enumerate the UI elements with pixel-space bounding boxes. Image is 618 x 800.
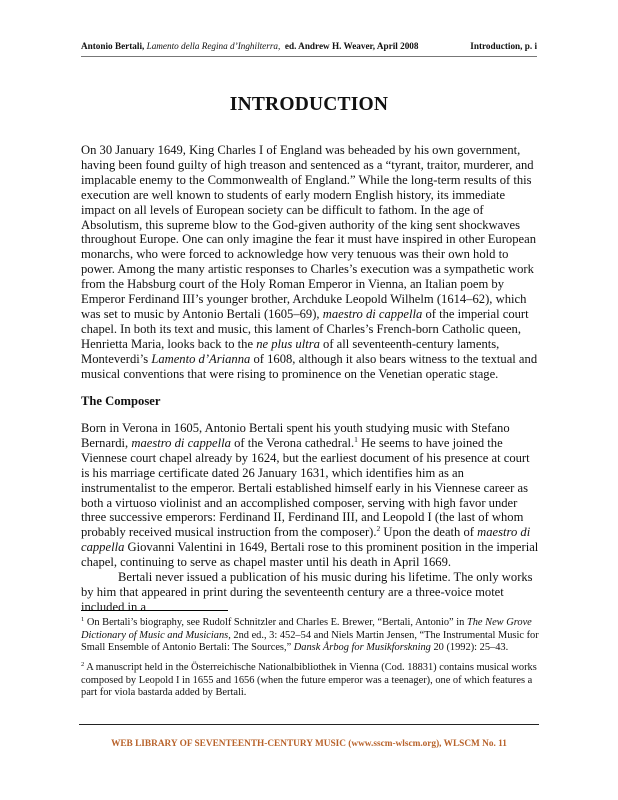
text-run: 20 (1992): 25–43. (430, 642, 509, 653)
text-run: On 30 January 1649, King Charles I of England was beheaded by his own government, having been found guilty of high treason and sentenced as a “tyrant, traitor, murderer, and implacable enemy to the Commonwealth of England.” While the long-term results of this execution are well known to students of early modern English history, its immediate impact on all levels of European society can be difficult to fathom. In the age of Absolutism, this supreme blow to the God-given authority of the king sent shockwaves throughout Europe. One can only imagine the fear it must have inspired in other European monarchs, who were forced to acknowledge how very tenuous was their own hold to power. Among the many artistic responses to Charles’s execution was a sympathetic work from the Habsburg court of the Holy Roman Emperor in Vienna, an Italian poem by Emperor Ferdinand III’s younger brother, Archduke Leopold Wilhelm (1614–62), which was set to music by Antonio Bertali (1605–69), (81, 143, 536, 321)
text-run: , 2nd ed., 3: 452–54 and Niels Martin Jensen, “The Instrumental Music for Small Ensemble of Antonio Bertali: The Sources,” (81, 629, 539, 653)
text-run: Giovanni Valentini in 1649, Bertali rose to this prominent position in the imperial chapel, continuing to serve as chapel master until his death in April 1669. (81, 540, 539, 570)
footnote-ref-2[interactable]: 2 (376, 524, 381, 534)
composer-section-body (81, 421, 541, 615)
header-citation (81, 41, 418, 51)
footer-rule (79, 724, 539, 725)
italic-term: maestro di cappella (81, 525, 531, 555)
text-run: Upon the death of (380, 525, 478, 540)
text-run: of the Verona cathedral. (230, 435, 355, 450)
text-run: of 1608, although it also bears witness to the textual and musical conventions that were rising to prominence on the Venetian operatic stage. (81, 351, 538, 381)
footnote-number: 1 (81, 616, 85, 623)
italic-title: Lamento d’Arianna (151, 351, 251, 366)
footnote-separator (81, 610, 228, 611)
footnote-ref-1[interactable]: 1 (354, 434, 358, 444)
composer-paragraph (81, 421, 541, 570)
text-run: On Bertali’s biography, see Rudolf Schnitzler and Charles E. Brewer, “Bertali, Antonio” in (84, 617, 467, 628)
italic-term: maestro di cappella (322, 306, 423, 321)
running-header (81, 41, 537, 51)
header-work-title: Lamento della Regina d’Inghilterra, (146, 41, 281, 51)
italic-title: The New Grove Dictionary of Music and Musicians (81, 617, 532, 641)
text-run: A manuscript held in the Österreichische Nationalbibliothek in Vienna (Cod. 18831) contains musical works composed by Leopold I in 1655 and 1656 (when the future emperor was a teenager), one of which features a part for viola bastarda added by Bertali. (81, 662, 537, 698)
page-title: INTRODUCTION (229, 94, 389, 115)
italic-term: ne plus ultra (256, 336, 320, 351)
footnote-1 (81, 617, 541, 655)
footnote-2 (81, 662, 541, 700)
page-footer: WEB LIBRARY OF SEVENTEENTH-CENTURY MUSIC (www.sscm-wlscm.org), WLSCM No. 11 (111, 739, 507, 749)
text-run: Born in Verona in 1605, Antonio Bertali spent his youth studying music with Stefano Bernardi, (81, 421, 510, 450)
publication-paragraph: Bertali never issued a publication of his music during his lifetime. The only works by him that appeared in print during the seventeenth century are a three-voice motet included in a (81, 570, 533, 614)
header-author: Antonio Bertali, (81, 41, 145, 51)
section-heading: The Composer (81, 394, 161, 408)
header-page-label: Introduction, p. i (470, 41, 537, 51)
italic-term: maestro di cappella (131, 435, 231, 450)
intro-paragraph (81, 143, 541, 382)
footnote-number: 2 (81, 661, 85, 668)
header-rule (81, 56, 537, 57)
text-run: of all seventeenth-century laments, Monteverdi’s (81, 336, 500, 366)
text-run: He seems to have joined the Viennese court chapel already by 1624, but the earliest document of his presence at court is his marriage certificate dated 26 January 1631, which identifies him as an instrumentalist to the emperor. Bertali established himself early in his Viennese career as both a virtuoso violinist and an accomplished composer, serving with high favor under three successive emperors: Ferdinand II, Ferdinand III, and Leopold I (the last of whom probably received musical instruction from the composer). (81, 435, 530, 540)
italic-title: Dansk Årbog for Musikforskning (293, 642, 431, 653)
header-edition: ed. Andrew H. Weaver, April 2008 (284, 41, 419, 51)
text-run: of the imperial court chapel. In both its text and music, this lament of Charles’s French-born Catholic queen, Henrietta Maria, looks back to the (81, 306, 529, 351)
